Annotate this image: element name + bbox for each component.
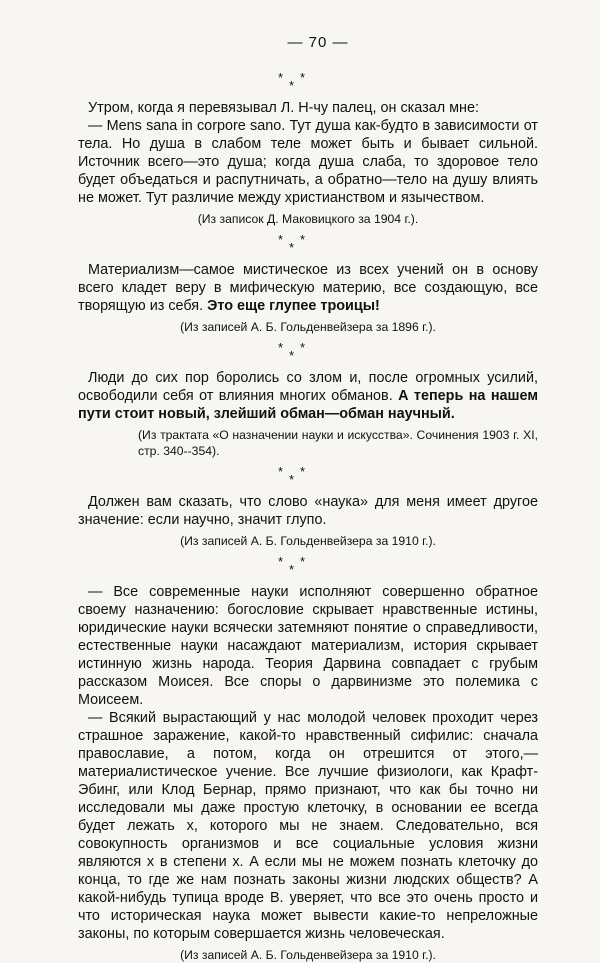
section-separator — [78, 465, 538, 491]
quote-text: Люди до сих пор боролись со злом и, после огромных усилий, освободили себя от влияния многих обманов. — [78, 370, 538, 404]
quote-source: (Из записей А. Б. Гольденвейзера за 1896 г.). — [180, 320, 436, 334]
separator-star: * — [278, 340, 284, 355]
separator-star: * — [300, 464, 306, 479]
quote-emphasis: Это еще глупее троицы! — [207, 298, 380, 314]
quote-paragraph — [78, 261, 538, 315]
separator-star: * — [289, 562, 295, 577]
quote-paragraph: — Mens sana in corpore sano. Тут душа как-будто в зависимости от тела. Но душа в слабом теле может быть и бывает сильной. Источник всего—это душа; когда душа слаба, то здоровое тело будет объедаться и распутничать, а обратно—тело на душу влиять не может. Тут различие между христианством и язычеством. — [78, 118, 538, 206]
separator-star: * — [300, 554, 306, 569]
page-number: — 70 — — [287, 34, 349, 51]
quote-source: (Из записок Д. Маковицкого за 1904 г.). — [197, 212, 419, 226]
quote-paragraph: Должен вам сказать, что слово «наука» для меня имеет другое значение: если научно, значит глупо. — [78, 494, 538, 528]
quote-paragraph — [78, 369, 538, 423]
separator-star: * — [300, 340, 306, 355]
section-separator — [78, 555, 538, 581]
separator-star: * — [278, 464, 284, 479]
quote-source: (Из трактата «О назначении науки и искусства». Сочинения 1903 г. XI, стр. 340--354). — [138, 428, 538, 458]
quote-emphasis: А теперь на нашем пути стоит новый, злейший обман—обман научный. — [78, 388, 538, 422]
separator-star: * — [289, 240, 295, 255]
quote-source: (Из записей А. Б. Гольденвейзера за 1910 г.). — [180, 948, 436, 962]
separator-star: * — [300, 232, 306, 247]
quote-block — [78, 583, 538, 963]
separator-star: * — [289, 348, 295, 363]
quote-paragraph: — Всякий вырастающий у нас молодой человек проходит через страшное заражение, какой-то нравственный сифилис: сначала православие, а потом, когда он отрешится от этого,—материалистическое учение. Все лучшие физиологи, как Крафт-Эбинг, или Клод Бернар, прямо признают, что как бы точно ни исследовали мы даже простую клеточку, в основании ее всегда будет лежать x, которого мы не знаем. Следовательно, вся совокупность организмов и все социальные условия жизни являются x в степени x. А если мы не можем познать клеточку до конца, то где же нам познать законы жизни людских обществ? А какой-нибудь тупица вроде В. уверяет, что все это очень просто и что историческая наука может вывести какие-то непреложные законы, по которым совершается жизнь человеческая. — [78, 710, 538, 942]
quote-paragraph: Утром, когда я перевязывал Л. Н-чу палец, он сказал мне: — [88, 100, 479, 116]
quote-block — [78, 369, 538, 459]
section-separator — [78, 71, 538, 97]
separator-star: * — [289, 78, 295, 93]
quote-block — [78, 261, 538, 335]
quote-block — [78, 99, 538, 227]
section-separator — [78, 341, 538, 367]
separator-star: * — [278, 70, 284, 85]
separator-star: * — [278, 232, 284, 247]
quote-text: Материализм—самое мистическое из всех учений он в основу всего кладет веру в мифическую материю, все создающую, все творящую из себя. — [78, 262, 538, 314]
quote-source: (Из записей А. Б. Гольденвейзера за 1910 г.). — [180, 534, 436, 548]
separator-star: * — [278, 554, 284, 569]
quote-block — [78, 493, 538, 549]
quote-paragraph: — Все современные науки исполняют совершенно обратное своему назначению: богословие скрывает нравственные истины, юридические науки всячески затемняют понятие о справедливости, естественные науки насаждают материализм, история скрывает истинную жизнь народа. Теория Дарвина совпадает с грубым рассказом Моисея. Все споры о дарвинизме это полемика с Моисеем. — [78, 584, 538, 708]
separator-star: * — [300, 70, 306, 85]
separator-star: * — [289, 472, 295, 487]
section-separator — [78, 233, 538, 259]
